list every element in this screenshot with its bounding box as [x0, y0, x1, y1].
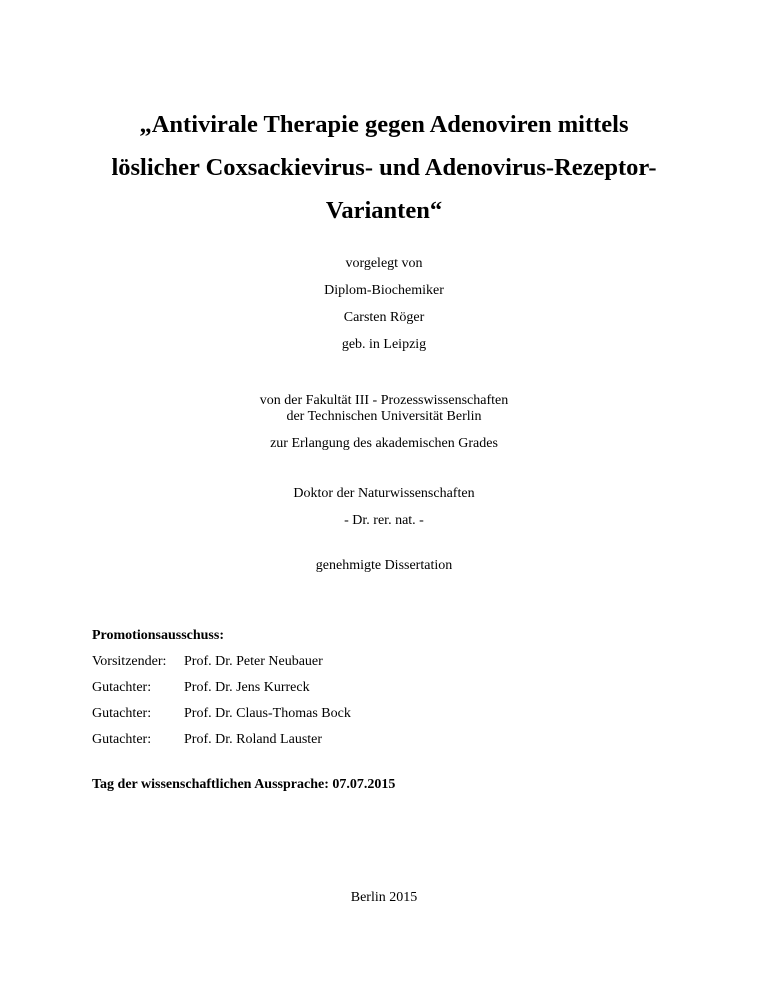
degree-name: Doktor der Naturwissenschaften	[293, 486, 475, 501]
place-year: Berlin 2015	[350, 890, 418, 905]
title-line-3: Varianten“	[325, 197, 443, 224]
purpose-line: zur Erlangung des akademischen Grades	[270, 436, 498, 451]
author-name: Carsten Röger	[343, 310, 425, 325]
university-line: der Technischen Universität Berlin	[286, 409, 482, 424]
committee-heading: Promotionsausschuss:	[92, 628, 224, 643]
committee-row	[92, 732, 322, 748]
committee-member-name: Prof. Dr. Roland Lauster	[184, 732, 323, 747]
author-birthplace: geb. in Leipzig	[341, 337, 427, 352]
committee-row	[92, 706, 351, 722]
committee-member-name: Prof. Dr. Peter Neubauer	[184, 654, 323, 669]
committee-role: Vorsitzender:	[92, 654, 167, 669]
committee-role: Gutachter:	[92, 680, 152, 695]
committee-row	[92, 680, 310, 696]
degree-abbrev: - Dr. rer. nat. -	[344, 513, 424, 528]
title-line-1: „Antivirale Therapie gegen Adenoviren mittels	[139, 111, 629, 138]
committee-row	[92, 654, 323, 670]
title-line-2: löslicher Coxsackievirus- und Adenovirus-Rezeptor-	[111, 154, 657, 181]
author-degree: Diplom-Biochemiker	[324, 283, 444, 298]
presented-by: vorgelegt von	[345, 256, 423, 271]
dissertation-title	[60, 103, 708, 232]
committee-role: Gutachter:	[92, 732, 152, 747]
committee-role: Gutachter:	[92, 706, 152, 721]
defense-date: Tag der wissenschaftlichen Aussprache: 07.07.2015	[92, 777, 396, 792]
approved-dissertation: genehmigte Dissertation	[315, 558, 453, 573]
committee-member-name: Prof. Dr. Jens Kurreck	[184, 680, 310, 695]
faculty-line: von der Fakultät III - Prozesswissenschaften	[259, 393, 509, 408]
committee-member-name: Prof. Dr. Claus-Thomas Bock	[184, 706, 351, 721]
